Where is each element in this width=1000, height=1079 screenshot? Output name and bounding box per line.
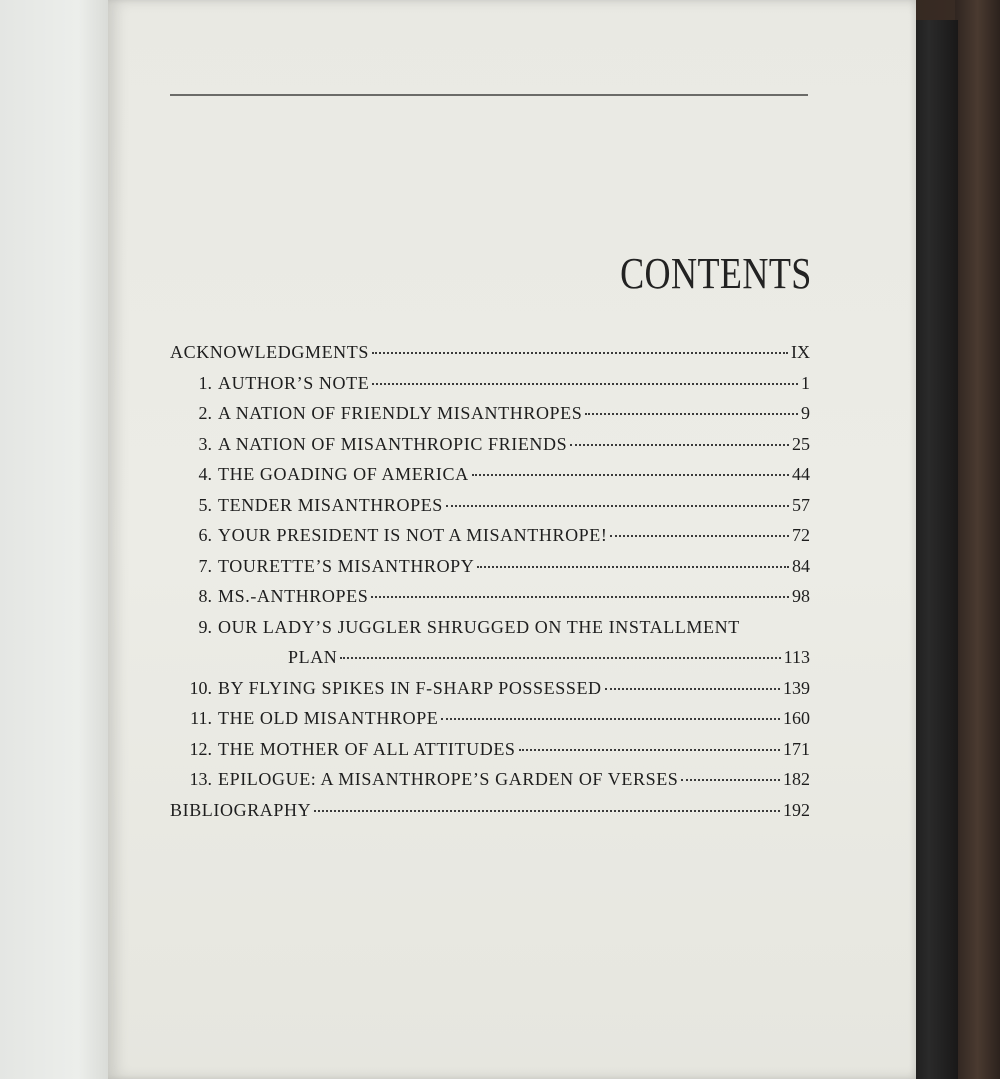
toc-entry-page: 57 xyxy=(792,494,810,515)
toc-entry-page: 84 xyxy=(792,555,810,576)
leader-dots xyxy=(314,810,780,812)
toc-entry-page: 192 xyxy=(783,799,810,820)
toc-entry-1 xyxy=(170,368,810,399)
toc-entry-11 xyxy=(170,703,810,734)
toc-entry-number: 6. xyxy=(198,525,212,545)
toc-entry-number: 12. xyxy=(189,738,212,759)
toc-entry-page: 9 xyxy=(801,403,810,423)
toc-entry-page: 44 xyxy=(792,464,810,484)
leader-dots xyxy=(681,779,780,781)
leader-dots xyxy=(605,688,780,690)
contents-page xyxy=(108,0,916,1079)
leader-dots xyxy=(585,413,798,415)
toc-entry-13 xyxy=(170,764,810,795)
toc-entry-8 xyxy=(170,581,810,612)
toc-entry-3 xyxy=(170,429,810,460)
toc-entry-number: 9. xyxy=(198,616,212,637)
header-rule xyxy=(170,94,808,96)
leader-dots xyxy=(441,718,780,720)
toc-entry-page: 171 xyxy=(783,738,810,759)
toc-entry-number: 4. xyxy=(198,464,212,484)
toc-entry-10 xyxy=(170,673,810,704)
leader-dots xyxy=(472,474,789,476)
leader-dots xyxy=(371,596,789,598)
toc-entry-label: TENDER MISANTHROPES xyxy=(218,494,443,515)
toc-entry-9-continued xyxy=(170,642,810,673)
toc-entry-number: 13. xyxy=(189,769,212,789)
toc-entry-page: 182 xyxy=(783,769,810,789)
toc-entry-2 xyxy=(170,398,810,429)
toc-entry-label: THE GOADING OF AMERICA xyxy=(218,464,469,484)
toc-entry-5 xyxy=(170,490,810,521)
leader-dots xyxy=(610,535,789,537)
toc-entry-page: 1 xyxy=(801,372,810,393)
toc-entry-number: 2. xyxy=(198,403,212,423)
toc-entry-bibliography xyxy=(170,795,810,826)
toc-entry-label: A NATION OF MISANTHROPIC FRIENDS xyxy=(218,433,568,454)
toc-entry-label: EPILOGUE: A MISANTHROPE’S GARDEN OF VERSES xyxy=(218,769,679,789)
toc-entry-label: THE OLD MISANTHROPE xyxy=(218,708,439,728)
leader-dots xyxy=(477,566,789,568)
leader-dots xyxy=(340,657,780,659)
toc-entry-label: A NATION OF FRIENDLY MISANTHROPES xyxy=(218,403,583,423)
toc-entry-number: 7. xyxy=(198,555,212,576)
toc-entry-page: IX xyxy=(791,342,810,362)
table-of-contents xyxy=(170,337,810,825)
toc-entry-page: 139 xyxy=(783,677,810,698)
leader-dots xyxy=(372,352,788,354)
leader-dots xyxy=(519,749,780,751)
toc-entry-acknowledgments xyxy=(170,337,810,368)
page-title: CONTENTS xyxy=(620,249,812,298)
toc-entry-label: BY FLYING SPIKES IN F-SHARP POSSESSED xyxy=(218,677,602,698)
facing-page xyxy=(0,0,112,1079)
toc-entry-label: YOUR PRESIDENT IS NOT A MISANTHROPE! xyxy=(218,525,608,545)
toc-entry-number: 3. xyxy=(198,433,212,454)
toc-entry-12 xyxy=(170,734,810,765)
leader-dots xyxy=(446,505,789,507)
toc-entry-9 xyxy=(170,612,810,643)
toc-entry-6 xyxy=(170,520,810,551)
leader-dots xyxy=(570,444,789,446)
toc-entry-number: 5. xyxy=(198,494,212,515)
toc-entry-page: 160 xyxy=(783,708,810,728)
toc-entry-label: TOURETTE’S MISANTHROPY xyxy=(218,555,475,576)
toc-entry-page: 25 xyxy=(792,433,810,454)
toc-entry-number: 1. xyxy=(198,372,212,393)
toc-entry-label: BIBLIOGRAPHY xyxy=(170,799,312,820)
book-cover-edge xyxy=(955,0,1000,1079)
toc-entry-label: MS.-ANTHROPES xyxy=(218,586,369,606)
toc-entry-page: 72 xyxy=(792,525,810,545)
toc-entry-label-continued: PLAN xyxy=(288,647,338,667)
toc-entry-number: 11. xyxy=(190,708,212,728)
toc-entry-label: AUTHOR’S NOTE xyxy=(218,372,370,393)
toc-entry-4 xyxy=(170,459,810,490)
toc-entry-label: OUR LADY’S JUGGLER SHRUGGED ON THE INSTALLMENT xyxy=(218,616,740,637)
leader-dots xyxy=(372,383,798,385)
toc-entry-label: ACKNOWLEDGMENTS xyxy=(170,342,369,362)
toc-entry-page: 98 xyxy=(792,586,810,606)
toc-entry-page: 113 xyxy=(783,647,810,667)
toc-entry-7 xyxy=(170,551,810,582)
toc-entry-number: 10. xyxy=(189,677,212,698)
toc-entry-label: THE MOTHER OF ALL ATTITUDES xyxy=(218,738,516,759)
toc-entry-number: 8. xyxy=(198,586,212,606)
